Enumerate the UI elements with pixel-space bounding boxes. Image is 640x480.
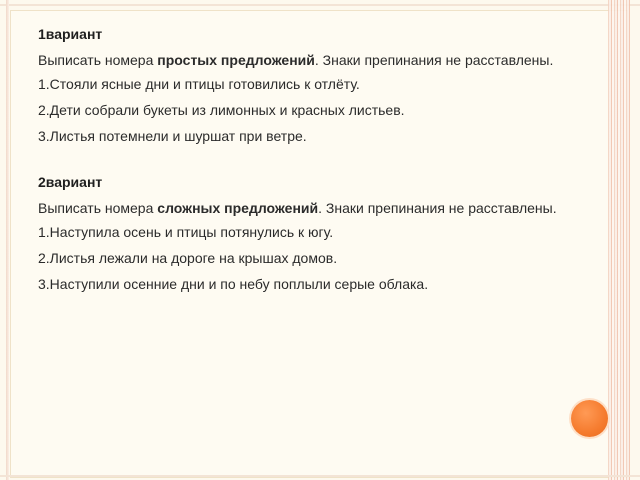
- variant1-instruction-post: . Знаки препинания не расставлены.: [314, 52, 554, 68]
- variant2-item-2: 2.Листья лежали на дороге на крышах домов.: [38, 250, 338, 266]
- slide-content: [38, 24, 578, 300]
- spacer: [38, 152, 578, 172]
- top-border: [0, 4, 640, 6]
- variant1-item-3: 3.Листья потемнели и шуршат при ветре.: [38, 128, 307, 144]
- decorative-stripes: [608, 0, 630, 480]
- left-border: [6, 0, 9, 480]
- variant1-instruction-bold: простых предложений: [157, 52, 315, 68]
- variant2-item-1: 1.Наступила осень и птицы потянулись к югу.: [38, 224, 334, 240]
- variant1-item-2: 2.Дети собрали букеты из лимонных и красных листьев.: [38, 102, 405, 118]
- variant1-heading: 1вариант: [38, 26, 103, 42]
- variant2-instruction-bold: сложных предложений: [157, 200, 319, 216]
- variant2-heading: 2вариант: [38, 174, 103, 190]
- variant2-item-3: 3.Наступили осенние дни и по небу поплыли серые облака.: [38, 276, 429, 292]
- variant2-instruction-post: . Знаки препинания не расставлены.: [318, 200, 557, 216]
- variant1-instruction: [38, 50, 578, 70]
- variant2-instruction-pre: Выписать номера: [38, 200, 158, 216]
- orange-circle-decoration: [571, 400, 608, 437]
- bottom-border: [0, 475, 640, 477]
- variant1-item-1: 1.Стояли ясные дни и птицы готовились к отлёту.: [38, 76, 360, 92]
- variant2-instruction: [38, 198, 578, 218]
- variant1-instruction-pre: Выписать номера: [38, 52, 158, 68]
